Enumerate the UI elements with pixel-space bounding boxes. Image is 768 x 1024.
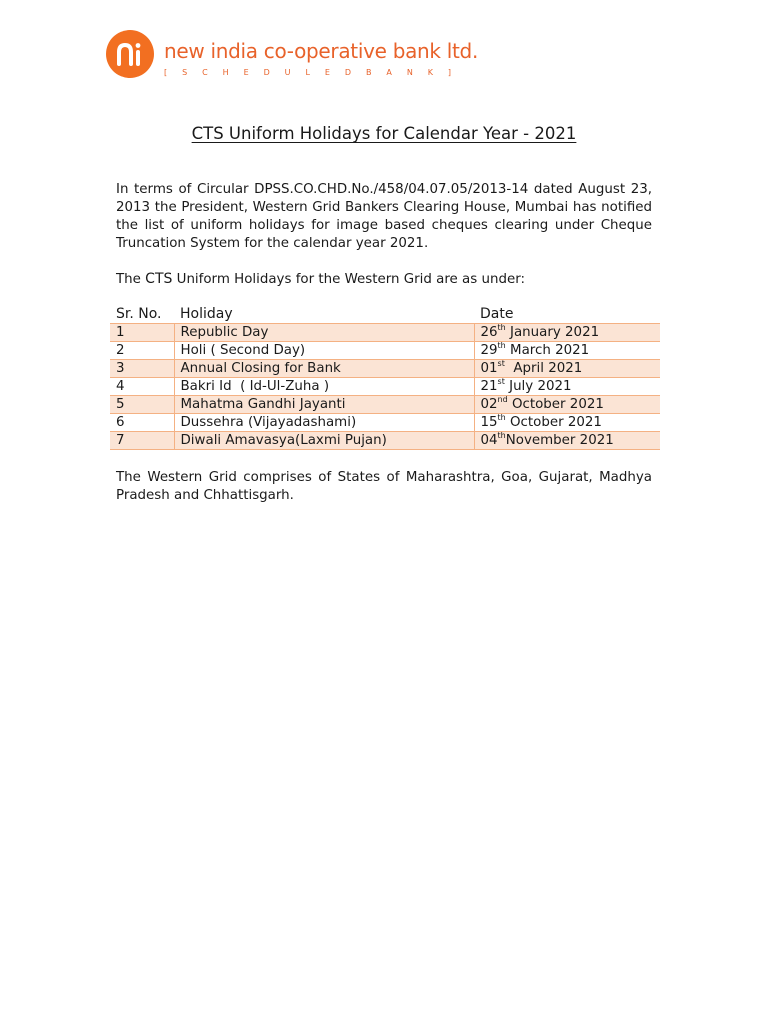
table-row — [110, 396, 660, 414]
cell-date: 01st April 2021 — [474, 360, 660, 378]
header-holiday: Holiday — [174, 305, 474, 324]
intro-paragraph: In terms of Circular DPSS.CO.CHD.No./458/04.07.05/2013-14 dated August 23, 2013 the President, Western Grid Bankers Clearing House, Mumbai has notified the list of uniform holidays for image based cheques clearing under Cheque Truncation System for the calendar year 2021. — [116, 182, 652, 251]
header-sr-no: Sr. No. — [110, 305, 174, 324]
lead-in-after: Uniform Holidays for the Western Grid are as under: — [172, 272, 525, 287]
table-header-row — [110, 305, 660, 324]
table-row — [110, 378, 660, 396]
bank-logo — [106, 30, 478, 78]
table-row — [110, 342, 660, 360]
holiday-table — [110, 305, 660, 450]
table-row — [110, 414, 660, 432]
cell-date: 29th March 2021 — [474, 342, 660, 360]
cell-sr: 4 — [110, 378, 174, 396]
table-row — [110, 432, 660, 450]
page-title: CTS Uniform Holidays for Calendar Year - 2021 — [191, 124, 577, 143]
footer-note: The Western Grid comprises of States of Maharashtra, Goa, Gujarat, Madhya Pradesh and Chhattisgarh. — [116, 470, 652, 503]
cell-sr: 6 — [110, 414, 174, 432]
bank-tagline: [ S C H E D U L E D B A N K ] — [164, 68, 458, 77]
cell-sr: 7 — [110, 432, 174, 450]
cell-sr: 3 — [110, 360, 174, 378]
cell-date: 02nd October 2021 — [474, 396, 660, 414]
bank-name: new india co-operative bank ltd. — [164, 39, 479, 63]
cell-holiday: Bakri Id ( Id-Ul-Zuha ) — [174, 378, 474, 396]
table-row — [110, 324, 660, 342]
cell-sr: 2 — [110, 342, 174, 360]
table-row — [110, 360, 660, 378]
header-date: Date — [474, 305, 660, 324]
cell-holiday: Republic Day — [174, 324, 474, 342]
cell-holiday: Annual Closing for Bank — [174, 360, 474, 378]
cell-sr: 5 — [110, 396, 174, 414]
lead-in-before: The — [116, 272, 146, 287]
cell-holiday: Holi ( Second Day) — [174, 342, 474, 360]
cell-date: 04thNovember 2021 — [474, 432, 660, 450]
cts-highlight: CTS — [145, 271, 173, 287]
cell-date: 26th January 2021 — [474, 324, 660, 342]
cell-sr: 1 — [110, 324, 174, 342]
ni-glyph-icon — [115, 42, 145, 66]
cell-date: 15th October 2021 — [474, 414, 660, 432]
cell-date: 21st July 2021 — [474, 378, 660, 396]
lead-in-paragraph — [116, 270, 652, 289]
cell-holiday: Mahatma Gandhi Jayanti — [174, 396, 474, 414]
cell-holiday: Diwali Amavasya(Laxmi Pujan) — [174, 432, 474, 450]
ni-logo-icon — [106, 30, 154, 78]
cell-holiday: Dussehra (Vijayadashami) — [174, 414, 474, 432]
